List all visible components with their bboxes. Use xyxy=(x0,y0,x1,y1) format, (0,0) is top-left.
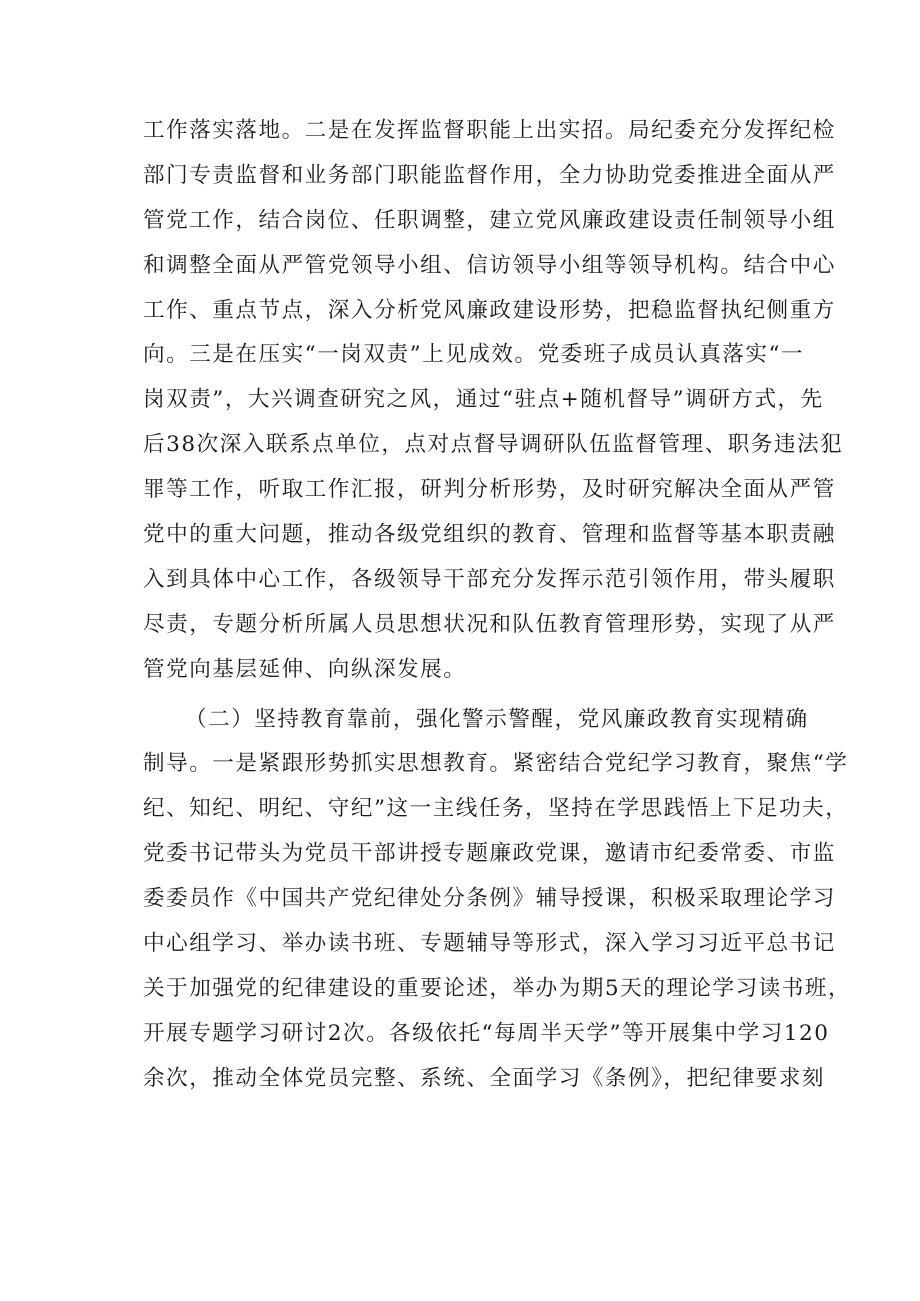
text-line: 工作落实落地。二是在发挥监督职能上出实招。局纪委充分发挥纪检 xyxy=(143,118,836,143)
text-line: 管党向基层延伸、向纵深发展。 xyxy=(143,656,467,682)
text-line: 后38次深入联系点单位，点对点督导调研队伍监督管理、职务违法犯 xyxy=(143,432,844,458)
text-line: 罪等工作，听取工作汇报，研判分析形势，及时研究解决全面从严管 xyxy=(143,477,836,503)
text-line: 入到具体中心工作，各级领导干部充分发挥示范引领作用，带头履职 xyxy=(143,566,836,592)
text-line: 尽责，专题分析所属人员思想状况和队伍教育管理形势，实现了从严 xyxy=(143,611,836,637)
text-line: 党委书记带头为党员干部讲授专题廉政党课，邀请市纪委常委、市监 xyxy=(143,841,836,867)
paragraph-2 xyxy=(143,698,852,1102)
text-line: 工作、重点节点，深入分析党风廉政建设形势，把稳监督执纪侧重方 xyxy=(143,297,836,323)
text-line: 余次，推动全体党员完整、系统、全面学习《条例》，把纪律要求刻 xyxy=(143,1065,826,1091)
paragraph-first-line: （二）坚持教育靠前，强化警示警醒，党风廉政教育实现精确 xyxy=(185,706,809,732)
text-line: 中心组学习、举办读书班、专题辅导等形式，深入学习习近平总书记 xyxy=(143,931,836,957)
document-body xyxy=(143,109,852,1102)
text-line: 开展专题学习研讨2次。各级依托“每周半天学”等开展集中学习120 xyxy=(143,1020,830,1046)
text-line: 和调整全面从严管党领导小组、信访领导小组等领导机构。结合中心 xyxy=(143,252,836,278)
text-line: 关于加强党的纪律建设的重要论述，举办为期5天的理论学习读书班， xyxy=(143,975,852,1001)
text-line: 向。三是在压实“一岗双责”上见成效。党委班子成员认真落实“一 xyxy=(143,342,805,368)
text-line: 部门专责监督和业务部门职能监督作用，全力协助党委推进全面从严 xyxy=(143,162,836,188)
text-line: 岗双责”，大兴调查研究之风，通过“驻点+随机督导”调研方式，先 xyxy=(143,387,824,413)
text-line: 制导。一是紧跟形势抓实思想教育。紧密结合党纪学习教育，聚焦“学 xyxy=(143,751,849,777)
text-line: 党中的重大问题，推动各级党组织的教育、管理和监督等基本职责融 xyxy=(143,522,836,548)
text-line: 纪、知纪、明纪、守纪”这一主线任务，坚持在学思践悟上下足功夫， xyxy=(143,796,849,822)
text-line: 管党工作，结合岗位、任职调整，建立党风廉政建设责任制领导小组 xyxy=(143,207,836,233)
text-line: 委委员作《中国共产党纪律处分条例》辅导授课，积极采取理论学习 xyxy=(143,886,836,912)
paragraph-1 xyxy=(143,109,844,693)
